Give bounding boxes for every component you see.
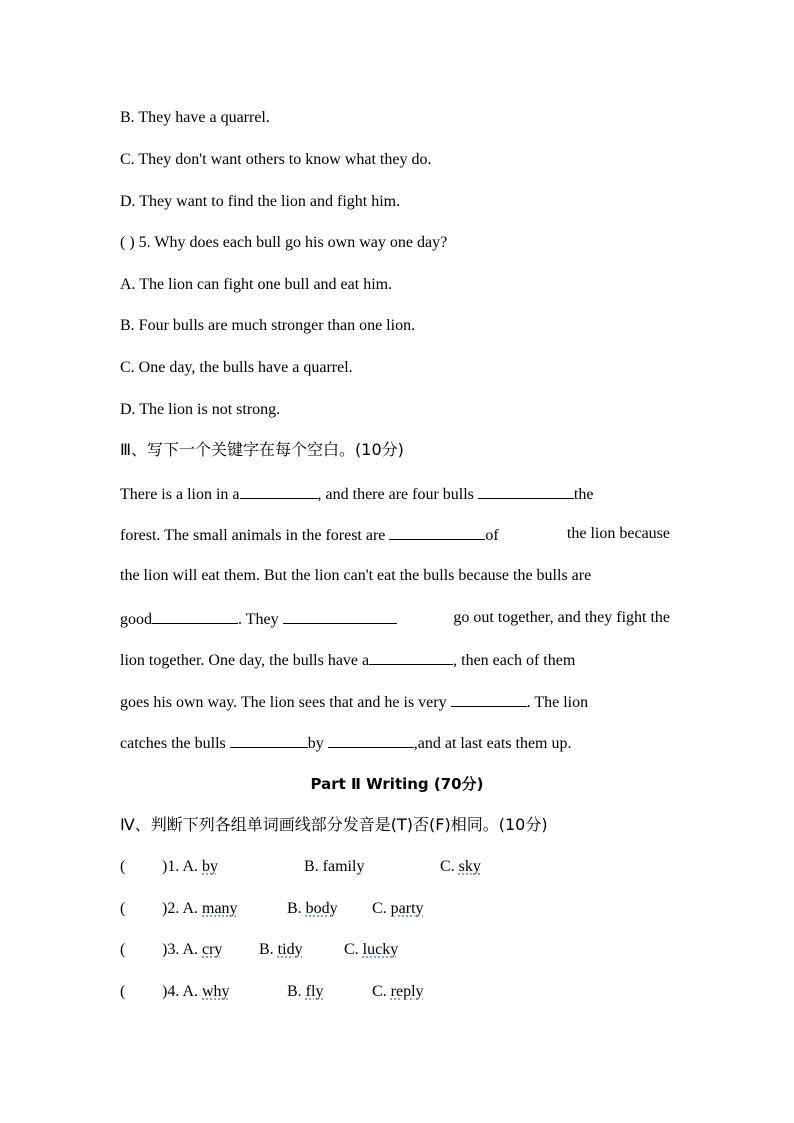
word-c-prefix: C. <box>344 941 363 958</box>
cloze-blank-9[interactable] <box>328 732 414 748</box>
word-b-prefix: B. <box>287 900 306 917</box>
cloze-text: catches the bulls <box>120 735 230 752</box>
q5-option-b: B. Four bulls are much stronger than one lion. <box>120 317 416 334</box>
q4-option-b: B. They have a quarrel. <box>120 109 270 126</box>
q5-option-a: A. The lion can fight one bull and eat him. <box>120 276 393 293</box>
cloze-text: of <box>485 527 499 544</box>
cloze-text: go out together, and they fight the <box>453 609 670 626</box>
cloze-blank-7[interactable] <box>451 691 527 707</box>
answer-paren[interactable]: ( <box>120 858 126 875</box>
word-c: reply <box>390 983 424 1000</box>
word-b: tidy <box>277 941 303 958</box>
question-number: )1. A. <box>162 858 202 875</box>
word-b: body <box>305 900 338 917</box>
q4-option-d: D. They want to find the lion and fight him. <box>120 193 401 210</box>
section4-heading: Ⅳ、判断下列各组单词画线部分发音是(T)否(F)相同。(10分) <box>120 815 548 834</box>
cloze-blank-2[interactable] <box>478 483 574 499</box>
word-a: cry <box>202 941 223 958</box>
word-c-prefix: C. <box>372 983 391 1000</box>
word-b: y <box>356 858 365 875</box>
cloze-line-5 <box>120 649 670 671</box>
cloze-line-1 <box>120 483 670 505</box>
word-b: fly <box>305 983 324 1000</box>
word-a: why <box>202 983 230 1000</box>
cloze-line-4 <box>120 608 670 630</box>
q5-option-c: C. One day, the bulls have a quarrel. <box>120 359 353 376</box>
cloze-text: ,and at last eats them up. <box>413 735 572 752</box>
cloze-text: forest. The small animals in the forest are <box>120 527 390 544</box>
cloze-text: the lion because <box>566 525 670 542</box>
q4-option-c: C. They don't want others to know what they do. <box>120 151 432 168</box>
cloze-text: the <box>573 486 594 503</box>
word-c: lucky <box>362 941 399 958</box>
word-c-prefix: C. <box>372 900 391 917</box>
cloze-line-2 <box>120 524 670 546</box>
cloze-text: by <box>307 735 328 752</box>
word-a: by <box>202 858 218 875</box>
cloze-line-3 <box>120 566 670 586</box>
answer-paren[interactable]: ( <box>120 900 126 917</box>
cloze-text: , then each of them <box>453 652 576 669</box>
word-b-prefix: B. famil <box>304 858 357 875</box>
part2-title: Part Ⅱ Writing (70分) <box>310 775 484 793</box>
cloze-text: goes his own way. The lion sees that and he is very <box>120 694 451 711</box>
question-number: )2. A. <box>162 900 202 917</box>
cloze-blank-6[interactable] <box>369 649 453 665</box>
cloze-blank-8[interactable] <box>230 732 308 748</box>
question-number: )4. A. <box>162 983 202 1000</box>
word-c: party <box>390 900 424 917</box>
cloze-blank-3[interactable] <box>389 524 485 540</box>
cloze-blank-5[interactable] <box>283 608 397 624</box>
cloze-text: There is a lion in a <box>120 486 240 503</box>
answer-paren[interactable]: ( <box>120 983 126 1000</box>
q5-option-d: D. The lion is not strong. <box>120 401 281 418</box>
q5-stem: ( ) 5. Why does each bull go his own way one day? <box>120 234 448 251</box>
answer-paren[interactable]: ( <box>120 941 126 958</box>
section3-heading: Ⅲ、写下一个关键字在每个空白。(10分) <box>120 440 404 459</box>
word-b-prefix: B. <box>287 983 306 1000</box>
question-number: )3. A. <box>162 941 202 958</box>
cloze-text: , and there are four bulls <box>317 486 478 503</box>
cloze-line-7 <box>120 732 670 754</box>
cloze-text: the lion will eat them. But the lion can't eat the bulls because the bulls are <box>120 567 592 584</box>
word-a: many <box>202 900 238 917</box>
word-c-prefix: C. <box>440 858 459 875</box>
cloze-text: good <box>120 611 152 628</box>
word-c: sky <box>458 858 481 875</box>
word-b-prefix: B. <box>259 941 278 958</box>
cloze-line-6 <box>120 691 670 713</box>
cloze-text: lion together. One day, the bulls have a <box>120 652 370 669</box>
cloze-text: . They <box>238 611 283 628</box>
cloze-blank-4[interactable] <box>152 608 238 624</box>
cloze-text: . The lion <box>526 694 589 711</box>
cloze-blank-1[interactable] <box>240 483 318 499</box>
